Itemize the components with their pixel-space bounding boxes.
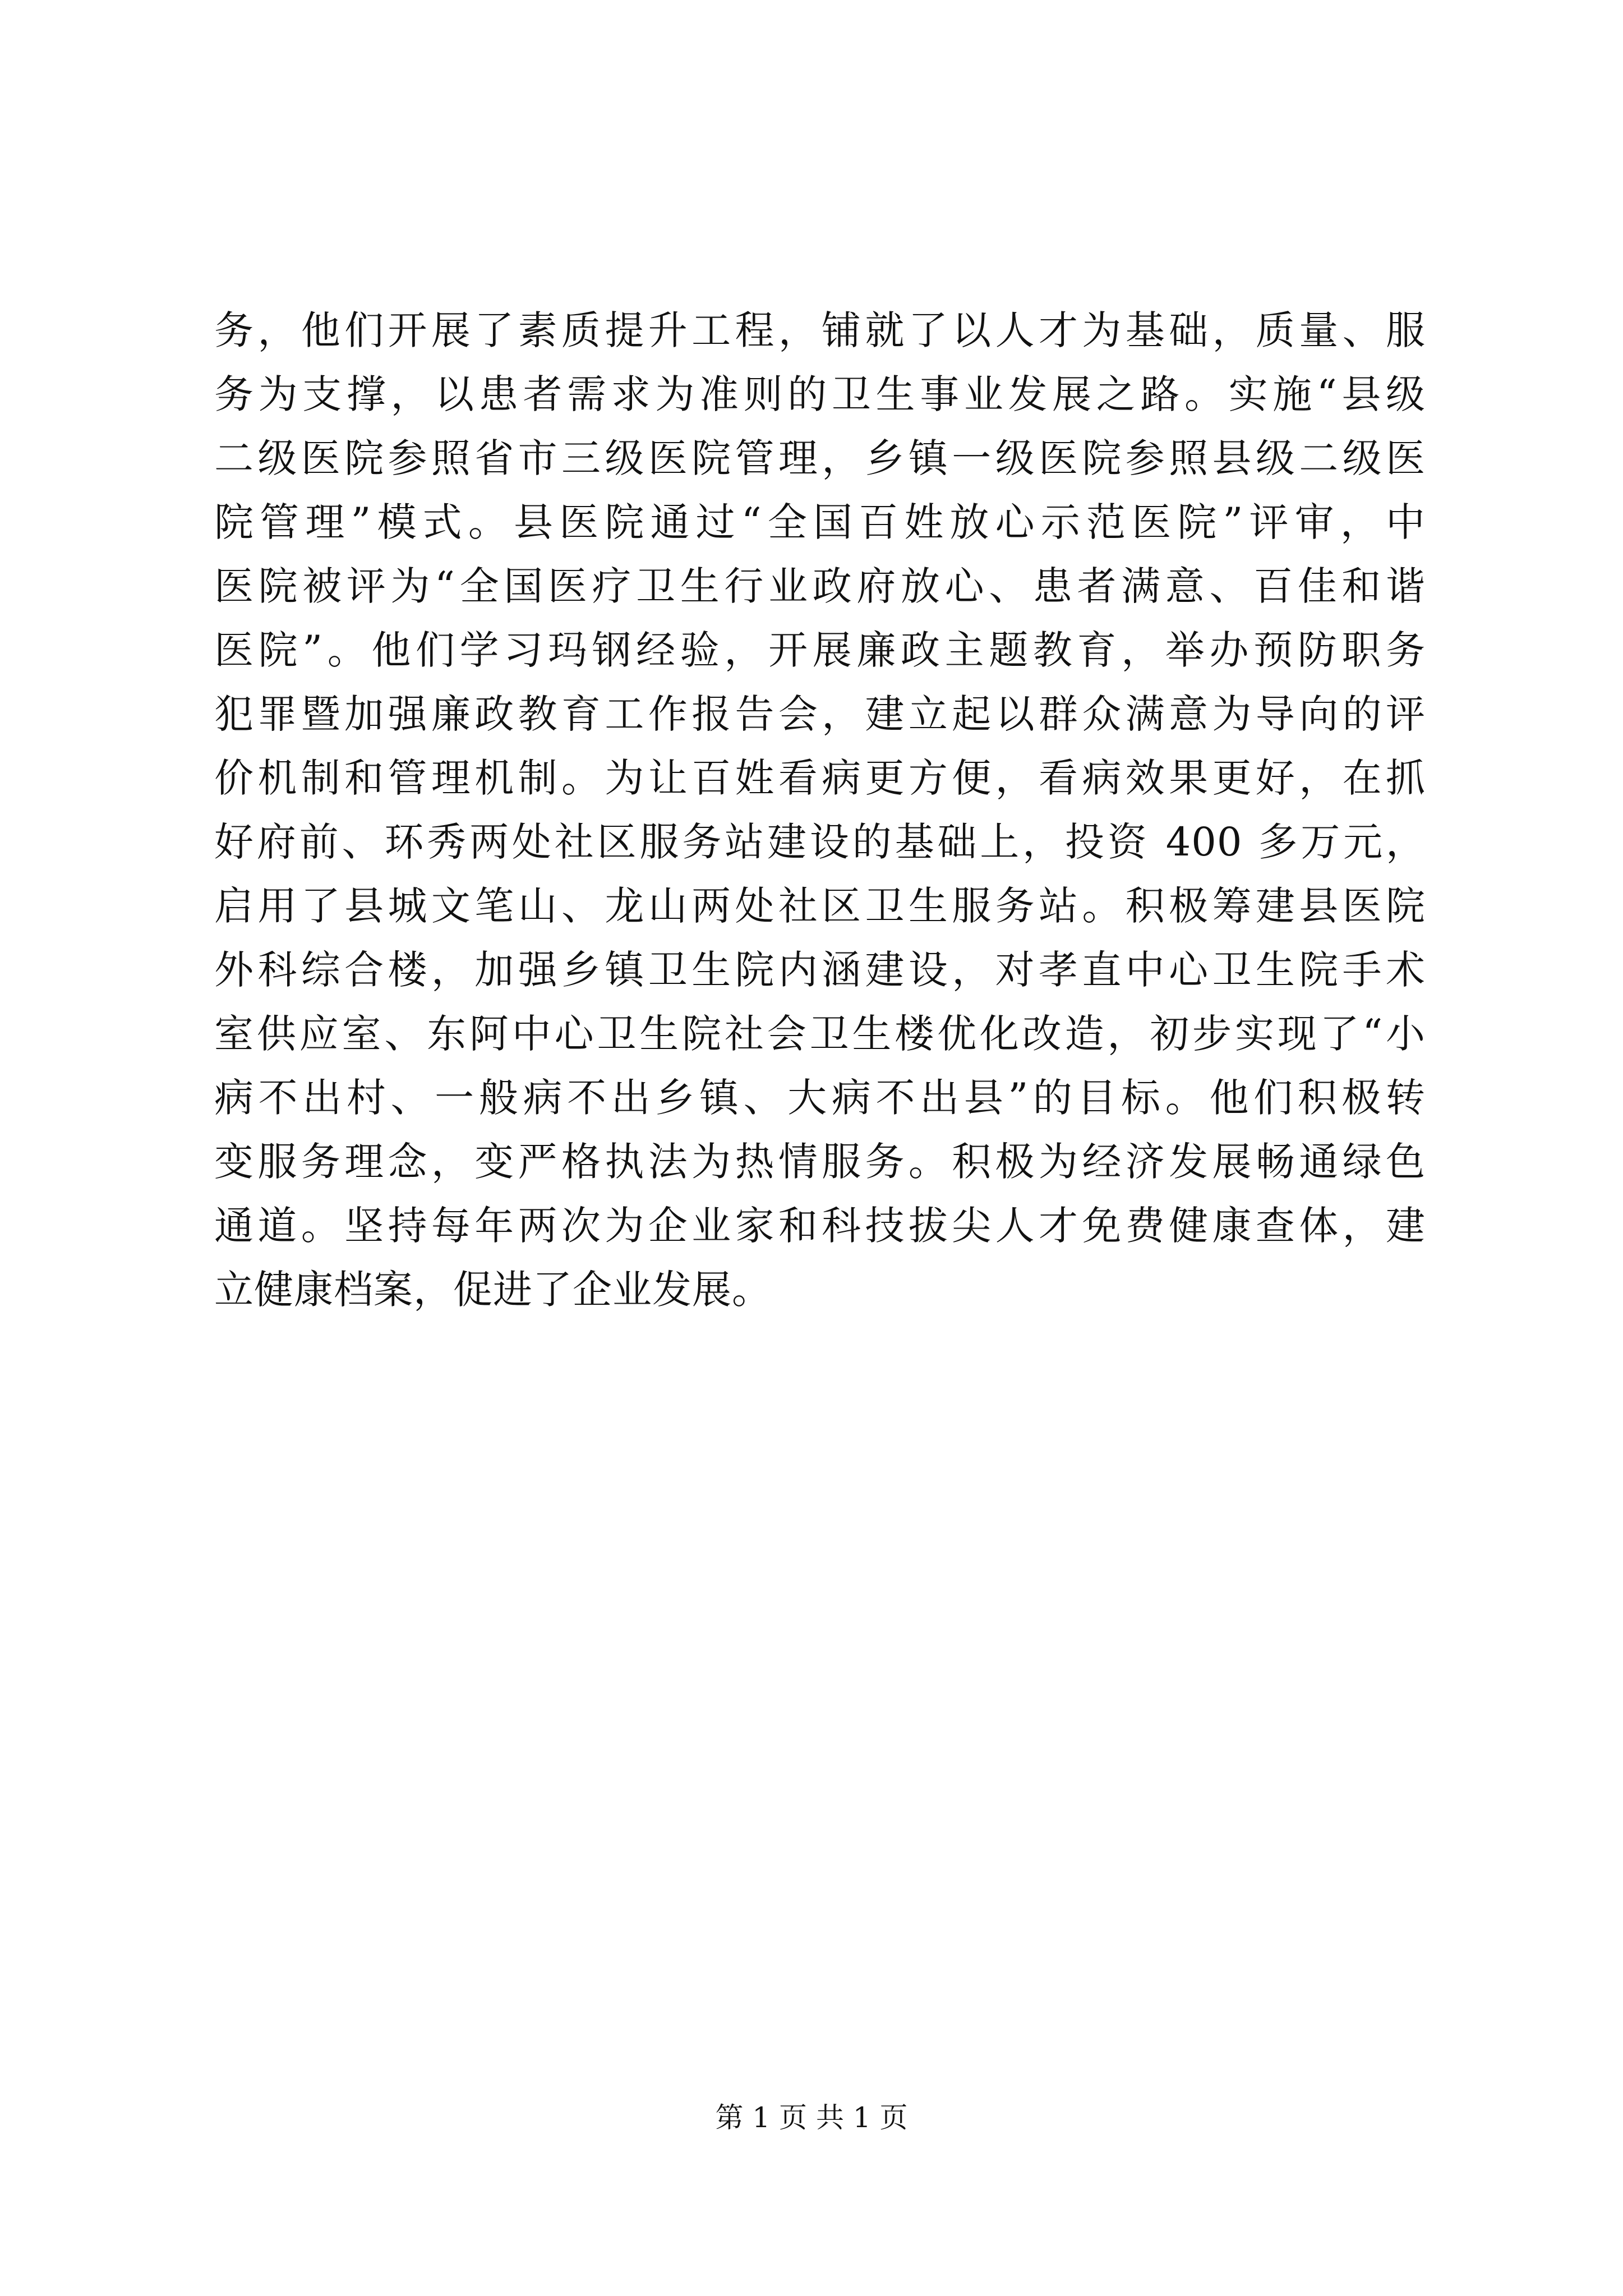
text-line: 变服务理念，变严格执法为热情服务。积极为经济发展畅通绿色 <box>214 1139 1426 1185</box>
text-line: 价机制和管理机制。为让百姓看病更方便，看病效果更好，在抓 <box>214 755 1426 801</box>
text-line: 务，他们开展了素质提升工程，铺就了以人才为基础，质量、服 <box>214 307 1426 353</box>
text-line: 立健康档案，促进了企业发展。 <box>214 1267 772 1313</box>
text-line: 好府前、环秀两处社区服务站建设的基础上，投资 400 多万元， <box>214 819 1426 865</box>
text-line: 启用了县城文笔山、龙山两处社区卫生服务站。积极筹建县医院 <box>214 883 1426 929</box>
text-line: 医院被评为“全国医疗卫生行业政府放心、患者满意、百佳和谐 <box>214 563 1426 609</box>
text-line: 医院”。他们学习玛钢经验，开展廉政主题教育，举办预防职务 <box>214 627 1426 673</box>
text-line: 务为支撑，以患者需求为准则的卫生事业发展之路。实施“县级 <box>214 371 1426 417</box>
text-line: 外科综合楼，加强乡镇卫生院内涵建设，对孝直中心卫生院手术 <box>214 947 1426 993</box>
text-line: 室供应室、东阿中心卫生院社会卫生楼优化改造，初步实现了“小 <box>214 1011 1426 1057</box>
text-line: 二级医院参照省市三级医院管理，乡镇一级医院参照县级二级医 <box>214 435 1426 481</box>
text-line: 通道。坚持每年两次为企业家和科技拔尖人才免费健康查体，建 <box>214 1203 1426 1249</box>
text-line: 病不出村、一般病不出乡镇、大病不出县”的目标。他们积极转 <box>214 1075 1426 1121</box>
page-footer <box>0 2098 1623 2137</box>
body-paragraph <box>214 298 1426 1322</box>
text-line: 院管理”模式。县医院通过“全国百姓放心示范医院”评审，中 <box>214 499 1426 545</box>
page-number: 第 1 页 共 1 页 <box>715 2101 908 2134</box>
text-line: 犯罪暨加强廉政教育工作报告会，建立起以群众满意为导向的评 <box>214 691 1426 737</box>
